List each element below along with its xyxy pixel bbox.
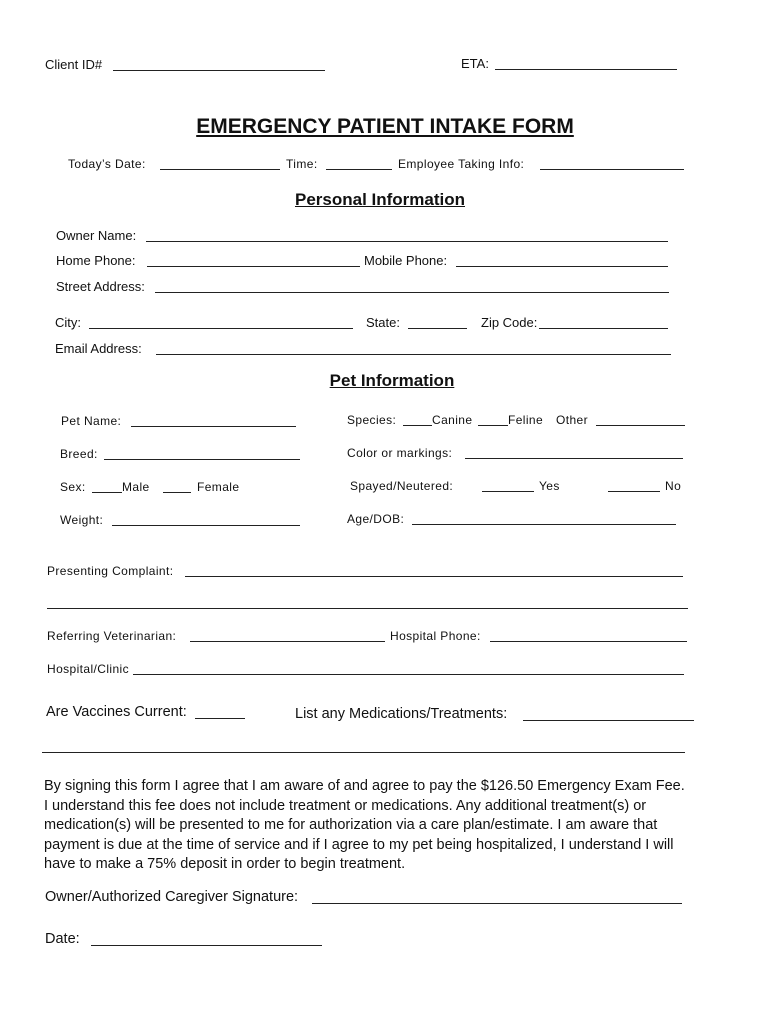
state-field[interactable] <box>408 328 467 329</box>
weight-field[interactable] <box>112 525 300 526</box>
signature-date-field[interactable] <box>91 945 322 946</box>
canine-label: Canine <box>432 413 473 427</box>
signature-date-label: Date: <box>45 931 80 947</box>
employee-label: Employee Taking Info: <box>398 157 525 171</box>
email-field[interactable] <box>156 354 671 355</box>
city-field[interactable] <box>89 328 353 329</box>
sex-label: Sex: <box>60 480 86 494</box>
spayed-yes-checkline[interactable] <box>482 491 534 492</box>
hospital-phone-field[interactable] <box>490 641 687 642</box>
street-address-label: Street Address: <box>56 279 145 294</box>
signature-field[interactable] <box>312 903 682 904</box>
street-address-field[interactable] <box>155 292 669 293</box>
color-markings-label: Color or markings: <box>347 446 453 460</box>
todays-date-field[interactable] <box>160 169 280 170</box>
employee-field[interactable] <box>540 169 684 170</box>
vaccines-current-field[interactable] <box>195 718 245 719</box>
email-label: Email Address: <box>55 341 142 356</box>
female-checkline[interactable] <box>163 492 191 493</box>
mobile-phone-field[interactable] <box>456 266 668 267</box>
male-checkline[interactable] <box>92 492 122 493</box>
fee-agreement-text <box>44 777 734 875</box>
other-species-field[interactable] <box>596 425 685 426</box>
owner-name-field[interactable] <box>146 241 668 242</box>
yes-label: Yes <box>539 479 560 493</box>
medications-field[interactable] <box>523 720 694 721</box>
home-phone-label: Home Phone: <box>56 253 136 268</box>
presenting-complaint-field-line2[interactable] <box>47 608 688 609</box>
breed-field[interactable] <box>104 459 300 460</box>
canine-checkline[interactable] <box>403 425 432 426</box>
species-label: Species: <box>347 413 397 427</box>
feline-label: Feline <box>508 413 544 427</box>
signature-label: Owner/Authorized Caregiver Signature: <box>45 889 299 905</box>
age-dob-field[interactable] <box>412 524 676 525</box>
agreement-line: By signing this form I agree that I am aware of and agree to pay the $126.50 Emergency Exam Fee. <box>44 778 685 794</box>
agreement-line: payment is due at the time of service and if I agree to my pet being hospitalized, I understand I will <box>44 836 674 853</box>
time-label: Time: <box>286 157 318 171</box>
client-id-label: Client ID# <box>45 57 103 72</box>
zip-label: Zip Code: <box>481 315 538 330</box>
referring-vet-label: Referring Veterinarian: <box>47 629 177 643</box>
owner-name-label: Owner Name: <box>56 228 137 243</box>
pet-info-heading: Pet Information <box>329 371 455 390</box>
weight-label: Weight: <box>60 513 104 527</box>
no-label: No <box>665 479 682 493</box>
referring-vet-field[interactable] <box>190 641 385 642</box>
color-markings-field[interactable] <box>465 458 683 459</box>
spayed-neutered-label: Spayed/Neutered: <box>350 479 454 493</box>
medications-label: List any Medications/Treatments: <box>295 706 508 722</box>
feline-checkline[interactable] <box>478 425 508 426</box>
eta-field[interactable] <box>495 69 677 70</box>
presenting-complaint-label: Presenting Complaint: <box>47 564 174 578</box>
personal-info-heading: Personal Information <box>294 190 466 209</box>
city-label: City: <box>55 315 81 330</box>
form-title: EMERGENCY PATIENT INTAKE FORM <box>196 115 574 138</box>
zip-field[interactable] <box>539 328 668 329</box>
hospital-phone-label: Hospital Phone: <box>390 629 481 643</box>
spayed-no-checkline[interactable] <box>608 491 660 492</box>
agreement-line: medication(s) will be presented to me for authorization via a care plan/estimate. I am aware that <box>44 817 658 833</box>
other-label: Other <box>556 413 589 427</box>
home-phone-field[interactable] <box>147 266 360 267</box>
state-label: State: <box>366 315 400 330</box>
hospital-clinic-field[interactable] <box>133 674 684 675</box>
medications-field-line2[interactable] <box>42 752 685 753</box>
male-label: Male <box>122 480 150 494</box>
age-dob-label: Age/DOB: <box>347 512 405 526</box>
hospital-clinic-label: Hospital/Clinic <box>47 662 130 676</box>
time-field[interactable] <box>326 169 392 170</box>
vaccines-current-label: Are Vaccines Current: <box>46 704 187 720</box>
female-label: Female <box>197 480 240 494</box>
pet-name-label: Pet Name: <box>61 414 122 428</box>
pet-name-field[interactable] <box>131 426 296 427</box>
presenting-complaint-field[interactable] <box>185 576 683 577</box>
client-id-field[interactable] <box>113 70 325 71</box>
eta-label: ETA: <box>461 56 489 71</box>
agreement-line: I understand this fee does not include treatment or medications. Any additional treatment(s) or <box>44 797 647 814</box>
agreement-line: have to make a 75% deposit in order to begin treatment. <box>44 856 406 872</box>
mobile-phone-label: Mobile Phone: <box>364 253 448 268</box>
breed-label: Breed: <box>60 447 98 461</box>
todays-date-label: Today’s Date: <box>68 157 146 171</box>
